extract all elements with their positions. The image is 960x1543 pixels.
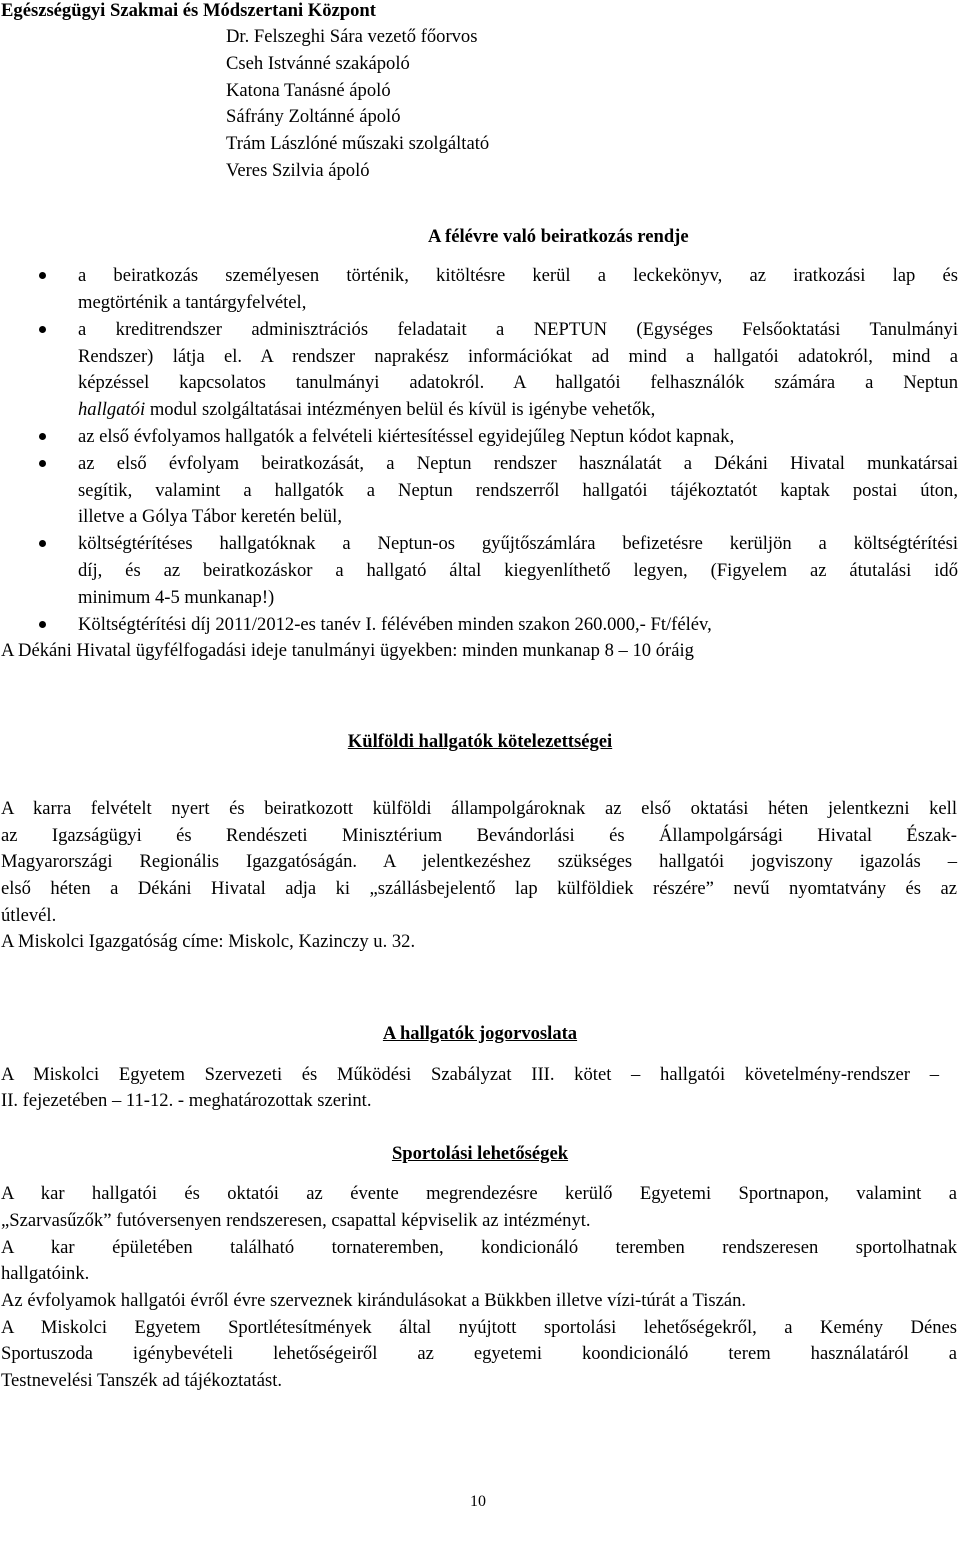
staff-line: Sáfrány Zoltánné ápoló [226, 106, 401, 127]
legal-line: A Miskolci Egyetem Szervezeti és Működési Szabályzat III. kötet – hallgatói követelmény-rendszer – [1, 1064, 939, 1085]
sports-line: Testnevelési Tanszék ad tájékoztatást. [1, 1370, 283, 1391]
legal-title: A hallgatók jogorvoslata [382, 1023, 578, 1044]
bullet-icon [39, 460, 46, 467]
enrollment-line: Költségtérítési díj 2011/2012-es tanév I. félévében minden szakon 260.000,- Ft/félév, [78, 614, 712, 635]
office-hours: A Dékáni Hivatal ügyfélfogadási ideje tanulmányi ügyekben: minden munkanap 8 – 10 óráig [1, 640, 694, 661]
bullet-icon [39, 272, 46, 279]
sports-line: A kar épületében található tornateremben, kondicionáló teremben rendszeresen sportolhatnak [1, 1237, 957, 1258]
sports-line: Az évfolyamok hallgatói évről évre szerveznek kirándulásokat a Bükkben illetve vízi-túrát a Tiszán. [1, 1290, 747, 1311]
bullet-icon [39, 433, 46, 440]
bullet-icon [39, 540, 46, 547]
staff-line: Trám Lászlóné műszaki szolgáltató [226, 133, 490, 154]
foreign-title: Külföldi hallgatók kötelezettségei [347, 731, 613, 752]
foreign-line: Magyarországi Regionális Igazgatóságán. A jelentkezéshez szükséges hallgatói jogviszony igazolás – [1, 851, 957, 872]
page-number: 10 [470, 1493, 486, 1510]
sports-title: Sportolási lehetőségek [391, 1143, 569, 1164]
staff-line: Veres Szilvia ápoló [226, 160, 370, 181]
enrollment-line: az első évfolyam beiratkozását, a Neptun rendszer használatát a Dékáni Hivatal munkatársai [78, 453, 958, 474]
italic-term: hallgatói [78, 399, 146, 420]
enrollment-line: képzéssel kapcsolatos tanulmányi adatokról. A hallgatói felhasználók számára a Neptun [78, 372, 958, 393]
enrollment-line: Rendszer) látja el. A rendszer naprakész információkat ad mind a hallgatói adatokról, mind a [78, 346, 958, 367]
enrollment-line: költségtérítéses hallgatóknak a Neptun-os gyűjtőszámlára befizetésre kerüljön a költségtérítési [78, 533, 958, 554]
org-heading: Egészségügyi Szakmai és Módszertani Központ [1, 0, 376, 21]
enrollment-line: díj, és az beiratkozáskor a hallgató által kiegyenlíthető legyen, (Figyelem az átutalási idő [78, 560, 958, 581]
bullet-icon [39, 326, 46, 333]
enrollment-line: a beiratkozás személyesen történik, kitöltésre kerül a leckekönyv, az iratkozási lap és [78, 265, 958, 286]
bullet-icon [39, 621, 46, 628]
sports-line: A Miskolci Egyetem Sportlétesítmények által nyújtott sportolási lehetőségekről, a Kemény Dénes [1, 1317, 957, 1338]
legal-line: II. fejezetében – 11-12. - meghatározottak szerint. [1, 1090, 372, 1111]
sports-line: Sportuszoda igénybevételi lehetőségeiről az egyetemi koondicionáló terem használatáról a [1, 1343, 957, 1364]
foreign-address: A Miskolci Igazgatóság címe: Miskolc, Kazinczy u. 32. [1, 931, 416, 952]
enrollment-line: a kreditrendszer adminisztrációs feladatait a NEPTUN (Egységes Felsőoktatási Tanulmányi [78, 319, 958, 340]
staff-line: Katona Tanásné ápoló [226, 80, 391, 101]
sports-line: hallgatóink. [1, 1263, 90, 1284]
foreign-line: az Igazságügyi és Rendészeti Minisztérium Bevándorlási és Állampolgársági Hivatal Észak- [1, 825, 957, 846]
foreign-line: A karra felvételt nyert és beiratkozott külföldi állampolgároknak az első oktatási héten jelentkezni kell [1, 798, 957, 819]
foreign-line: útlevél. [1, 905, 57, 926]
foreign-line: első héten a Dékáni Hivatal adja ki „szállásbejelentő lap külföldiek részére” nevű nyomtatvány és az [1, 878, 957, 899]
enrollment-line: minimum 4-5 munkanap!) [78, 587, 275, 608]
enrollment-line: illetve a Gólya Tábor keretén belül, [78, 506, 342, 527]
staff-line: Cseh Istvánné szakápoló [226, 53, 410, 74]
enrollment-line: az első évfolyamos hallgatók a felvételi kiértesítéssel egyidejűleg Neptun kódot kapnak, [78, 426, 735, 447]
enrollment-line-italic: hallgatói modul szolgáltatásai intézményen belül és kívül is igénybe vehetők, [78, 399, 656, 420]
enrollment-line: megtörténik a tantárgyfelvétel, [78, 292, 307, 313]
enrollment-line: segítik, valamint a hallgatók a Neptun rendszerről hallgatói tájékoztatót kaptak postai úton, [78, 480, 958, 501]
sports-line: A kar hallgatói és oktatói az évente megrendezésre kerülő Egyetemi Sportnapon, valamint a [1, 1183, 957, 1204]
staff-line: Dr. Felszeghi Sára vezető főorvos [226, 26, 478, 47]
sports-line: „Szarvasűzők” futóversenyen rendszeresen, csapattal képviselik az intézményt. [1, 1210, 591, 1231]
enrollment-title: A félévre való beiratkozás rendje [428, 226, 689, 247]
